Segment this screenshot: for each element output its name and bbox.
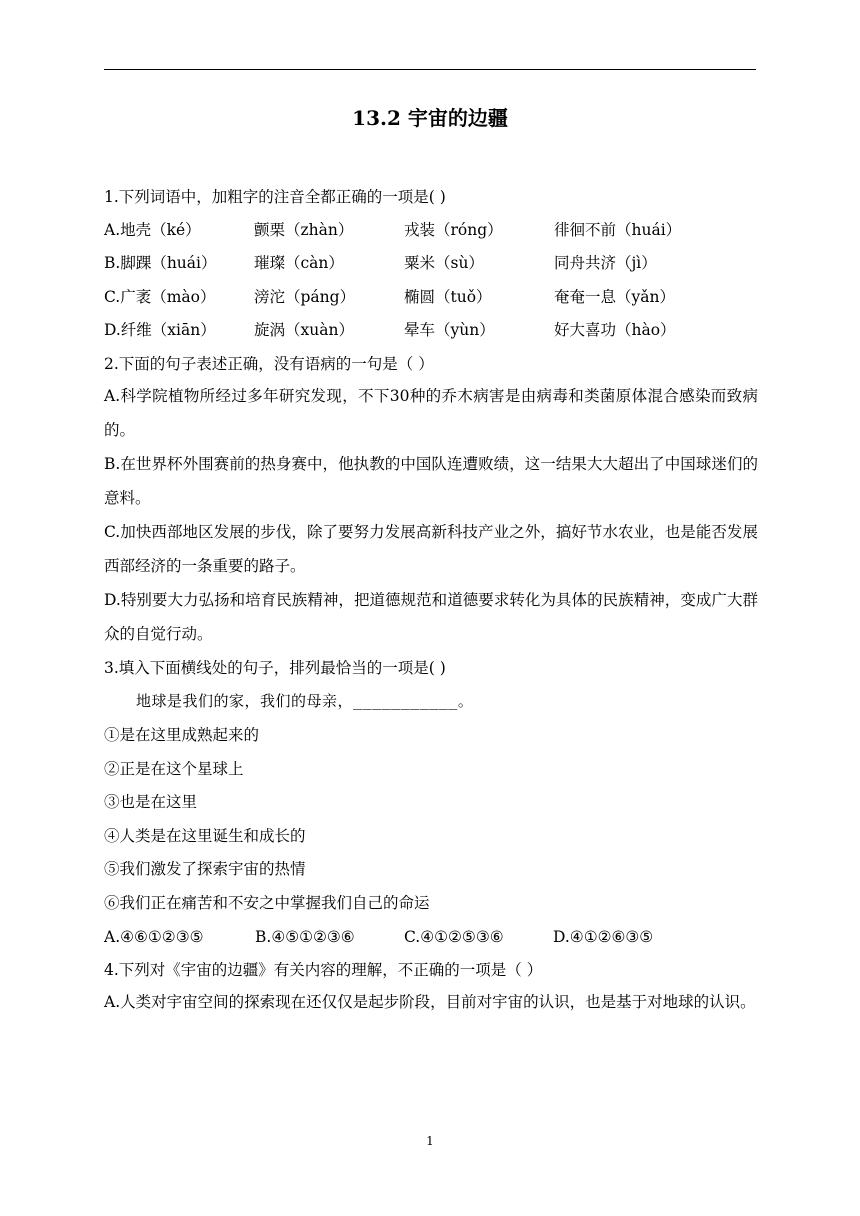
q3-answer-b: B.④⑤①②③⑥ xyxy=(255,928,355,946)
q1-b-word-2: 璀璨（càn） xyxy=(254,254,344,272)
q1-stem: 1.下列词语中，加粗字的注音全都正确的一项是( ) xyxy=(104,188,446,206)
q1-option-b xyxy=(104,252,764,274)
q3-answer-c: C.④①②⑤③⑥ xyxy=(404,928,504,946)
q4-option-a: A.人类对宇宙空间的探索现在还仅仅是起步阶段，目前对宇宙的认识，也是基于对地球的认识。 xyxy=(104,993,756,1011)
q2-option-a: A.科学院植物所经过多年研究发现，不下30种的乔木病害是由病毒和类菌原体混合感染而致病的。 xyxy=(104,387,758,439)
q2-option-c: C.加快西部地区发展的步伐，除了要努力发展高新科技产业之外，搞好节水农业，也是能否发展西部经济的一条重要的路子。 xyxy=(104,523,758,575)
q2-option-d: D.特别要大力弘扬和培育民族精神，把道德规范和道德要求转化为具体的民族精神，变成广大群众的自觉行动。 xyxy=(104,591,758,643)
q2-option-b: B.在世界杯外围赛前的热身赛中，他执教的中国队连遭败绩，这一结果大大超出了中国球迷们的意料。 xyxy=(104,455,758,507)
q1-option-d xyxy=(104,319,764,341)
q1-d-word-4: 好大喜功（hào） xyxy=(554,321,676,339)
q1-c-word-4: 奄奄一息（yǎn） xyxy=(554,288,675,306)
q3-stem: 3.填入下面横线处的句子，排列最恰当的一项是( ) xyxy=(104,659,446,677)
q1-d-word-3: 晕车（yùn） xyxy=(404,321,495,339)
page-number: 1 xyxy=(426,1134,434,1148)
q1-b-word-3: 粟米（sù） xyxy=(404,254,484,272)
q1-c-word-1: C.广袤（mào） xyxy=(104,288,216,306)
q1-d-word-1: D.纤维（xiān） xyxy=(104,321,216,339)
q3-item-2: ②正是在这个星球上 xyxy=(104,760,244,778)
q3-answer-row xyxy=(104,926,764,948)
q2-stem: 2.下面的句子表述正确，没有语病的一句是（ ） xyxy=(104,355,434,373)
q1-a-word-3: 戎装（róng） xyxy=(404,221,503,239)
q3-item-5: ⑤我们激发了探索宇宙的热情 xyxy=(104,860,306,878)
q1-option-a xyxy=(104,219,764,241)
q3-item-4: ④人类是在这里诞生和成长的 xyxy=(104,827,306,845)
q3-item-1: ①是在这里成熟起来的 xyxy=(104,726,260,744)
q1-b-word-1: B.脚踝（huái） xyxy=(104,254,217,272)
q1-option-c xyxy=(104,286,764,308)
q1-c-word-2: 滂沱（páng） xyxy=(254,288,356,306)
q1-d-word-2: 旋涡（xuàn） xyxy=(254,321,354,339)
q1-a-word-2: 颤栗（zhàn） xyxy=(254,221,354,239)
q1-a-word-1: A.地壳（ké） xyxy=(104,221,201,239)
q1-c-word-3: 椭圆（tuǒ） xyxy=(404,288,492,306)
q1-b-word-4: 同舟共济（jì） xyxy=(554,254,657,272)
q3-quote: 地球是我们的家，我们的母亲，___________。 xyxy=(136,692,474,710)
q3-item-3: ③也是在这里 xyxy=(104,793,198,811)
q3-item-6: ⑥我们正在痛苦和不安之中掌握我们自己的命运 xyxy=(104,894,430,912)
q3-answer-d: D.④①②⑥③⑤ xyxy=(553,928,654,946)
q1-a-word-4: 徘徊不前（huái） xyxy=(554,221,682,239)
page-title: 13.2 宇宙的边疆 xyxy=(352,106,508,130)
q3-answer-a: A.④⑥①②③⑤ xyxy=(104,928,204,946)
header-rule xyxy=(104,69,756,70)
q4-stem: 4.下列对《宇宙的边疆》有关内容的理解，不正确的一项是（ ） xyxy=(104,961,543,979)
